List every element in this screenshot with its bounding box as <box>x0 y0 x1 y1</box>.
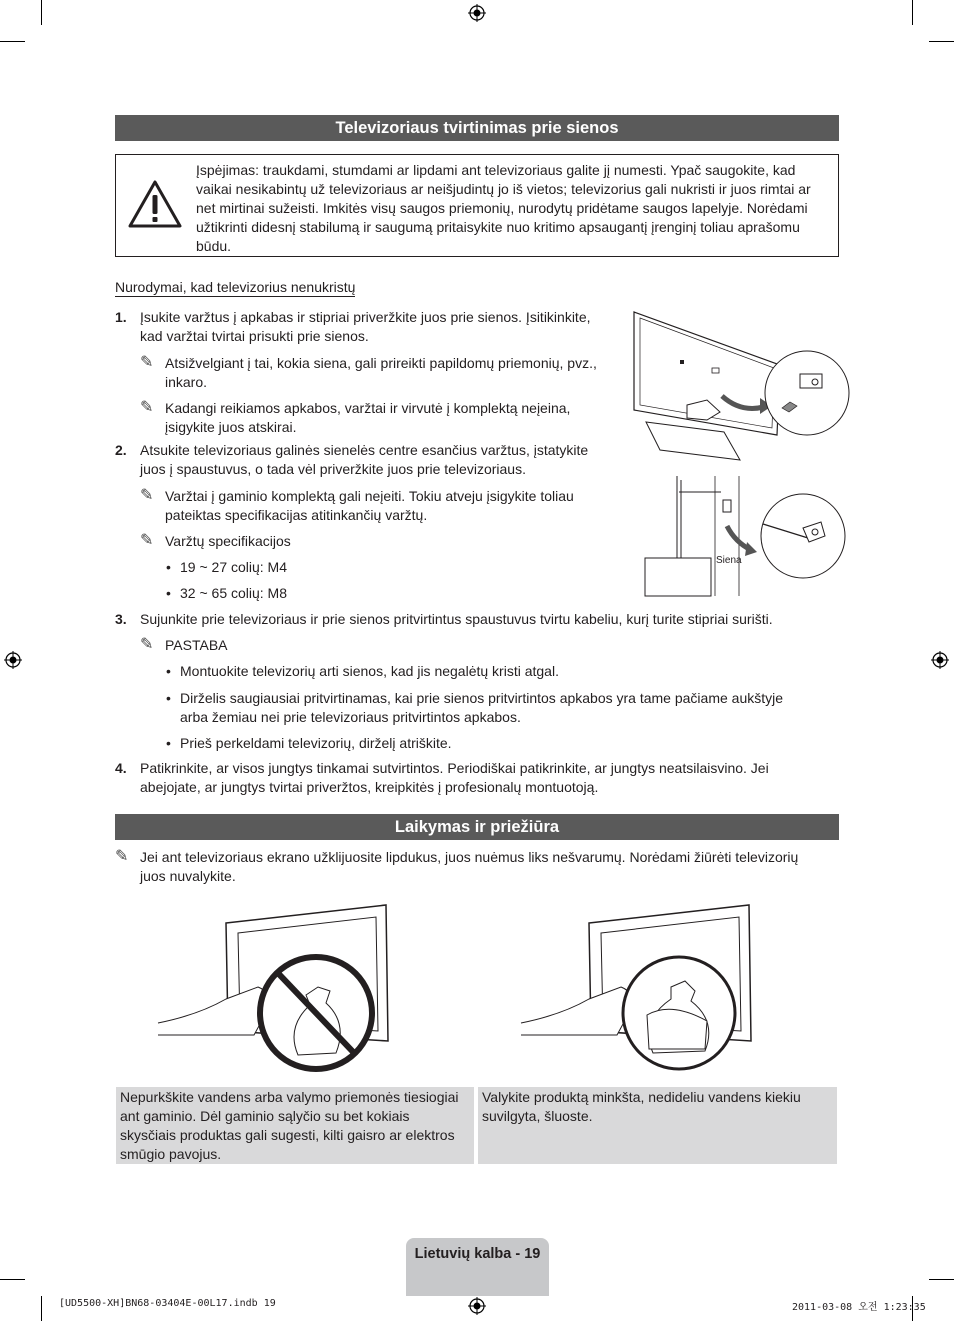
note-text: Kadangi reikiamos apkabos, varžtai ir virvutė į komplektą neįeina, įsigykite juos atskirai. <box>165 400 571 435</box>
crop-mark <box>41 0 42 25</box>
crop-mark <box>929 1279 954 1280</box>
step-text: Sujunkite prie televizoriaus ir prie sienos pritvirtintus spaustuvus tvirtu kabeliu, kurį turite stipriai surišti. <box>140 611 773 627</box>
pencil-note-icon: ✎ <box>115 848 129 865</box>
step-text: Atsukite televizoriaus galinės sienelės centre esančius varžtus, įstatykite juos į spaustuvus, o tada vėl priveržkite juos prie televizoriaus. <box>140 442 589 477</box>
pencil-note-icon: ✎ <box>140 636 154 653</box>
warning-label: Įspėjimas <box>196 162 256 178</box>
step-number: 1. <box>115 309 127 325</box>
crop-mark <box>0 41 25 42</box>
care-note: Jei ant televizoriaus ekrano užklijuosite lipdukus, juos nuėmus liks nešvarumų. Norėdami žiūrėti televizorių juos nuvalykite. <box>140 849 799 884</box>
warning-icon <box>127 179 183 229</box>
registration-mark-icon <box>468 4 486 22</box>
step-number: 2. <box>115 442 127 458</box>
spec-bullet: • <box>166 585 171 601</box>
tv-bracket-illustration <box>632 310 842 466</box>
step-text: Įsukite varžtus į apkabas ir stipriai priveržkite juos prie sienos. Įsitikinkite, kad varžtai tvirtai prisukti prie sienos. <box>140 309 591 344</box>
note-bullet: • <box>166 690 171 706</box>
crop-mark <box>912 0 913 25</box>
caption-right: Valykite produktą minkšta, nedideliu vandens kiekiu suvilgyta, šluoste. <box>478 1087 837 1164</box>
warning-box <box>115 154 839 257</box>
spec-item: 19 ~ 27 colių: M4 <box>180 559 288 575</box>
note-text: Atsižvelgiant į tai, kokia siena, gali prireikti papildomų priemonių, pvz., inkaro. <box>165 355 597 390</box>
section-title-care: Laikymas ir priežiūra <box>115 814 839 840</box>
note-bullet-text: Dirželis saugiausiai pritvirtinamas, kai prie sienos pritvirtintos apkabos yra tame pačiame aukštyje arba žemiau nei prie televizoriaus pritvirtintos apkabos. <box>180 690 784 725</box>
file-info: [UD5500-XH]BN68-03404E-00L17.indb 19 <box>59 1298 276 1309</box>
tv-wall-illustration <box>643 476 843 596</box>
note-bullet-text: Montuokite televizorių arti sienos, kad jis negalėtų kristi atgal. <box>180 663 559 679</box>
pencil-note-icon: ✎ <box>140 487 154 504</box>
crop-mark <box>41 1296 42 1321</box>
spec-item: 32 ~ 65 colių: M8 <box>180 585 288 601</box>
step-number: 4. <box>115 760 127 776</box>
cloth-clean-illustration <box>521 903 753 1075</box>
caption-left: Nepurkškite vandens arba valymo priemonės tiesiogiai ant gaminio. Dėl gaminio sąlyčio su bet kokiais skysčiais produktas gali sugesti, kilti gaisro ar elektros smūgio pavojus. <box>116 1087 474 1164</box>
date-info: 2011-03-08 오전 1:23:35 <box>792 1302 926 1313</box>
pencil-note-icon: ✎ <box>140 532 154 549</box>
note-bullet: • <box>166 735 171 751</box>
section-title-wall-mount: Televizoriaus tvirtinimas prie sienos <box>115 115 839 141</box>
wall-label: Siena <box>716 555 742 566</box>
registration-mark-icon <box>468 1297 486 1315</box>
step-number: 3. <box>115 611 127 627</box>
subheading: Nurodymai, kad televizorius nenukristų <box>115 279 356 295</box>
page-label: Lietuvių kalba - 19 <box>414 1246 541 1262</box>
note-text: Varžtų specifikacijos <box>165 533 291 549</box>
note-text: Varžtai į gaminio komplektą gali neįeiti. Tokiu atveju įsigykite toliau pateiktas specifikacijas atitinkančių varžtų. <box>165 488 574 523</box>
spec-bullet: • <box>166 559 171 575</box>
note-label: PASTABA <box>165 637 228 653</box>
note-bullet-text: Prieš perkeldami televizorių, dirželį atriškite. <box>180 735 452 751</box>
pencil-note-icon: ✎ <box>140 354 154 371</box>
note-bullet: • <box>166 663 171 679</box>
crop-mark <box>0 1279 25 1280</box>
pencil-note-icon: ✎ <box>140 399 154 416</box>
warning-text: Įspėjimas: traukdami, stumdami ar lipdami ant televizoriaus galite jį numesti. Ypač saugokite, kad vaikai nesikabintų už televizoriaus ar neišjudintų jo iš vietos; televizorius gali nukristi ir juos rimtai ar net mirtinai sužeisti. Imkitės visų saugos priemonių, nurodytų pridėtame saugos lapelyje. Norėdami užtikrinti didesnį stabilumą ir saugumą pritaisykite nuo kritimo apsaugantį įrenginį toliau aprašomu būdu. <box>196 162 811 254</box>
step-text: Patikrinkite, ar visos jungtys tinkamai sutvirtintos. Periodiškai patikrinkite, ar jungtys neatsilaisvino. Jei abejojate, ar jungtys tvirtai priveržtos, kreipkitės į profesionalų montuotoją. <box>140 760 769 795</box>
registration-mark-icon <box>931 651 949 669</box>
crop-mark <box>929 41 954 42</box>
registration-mark-icon <box>4 651 22 669</box>
no-spray-illustration <box>158 903 390 1075</box>
